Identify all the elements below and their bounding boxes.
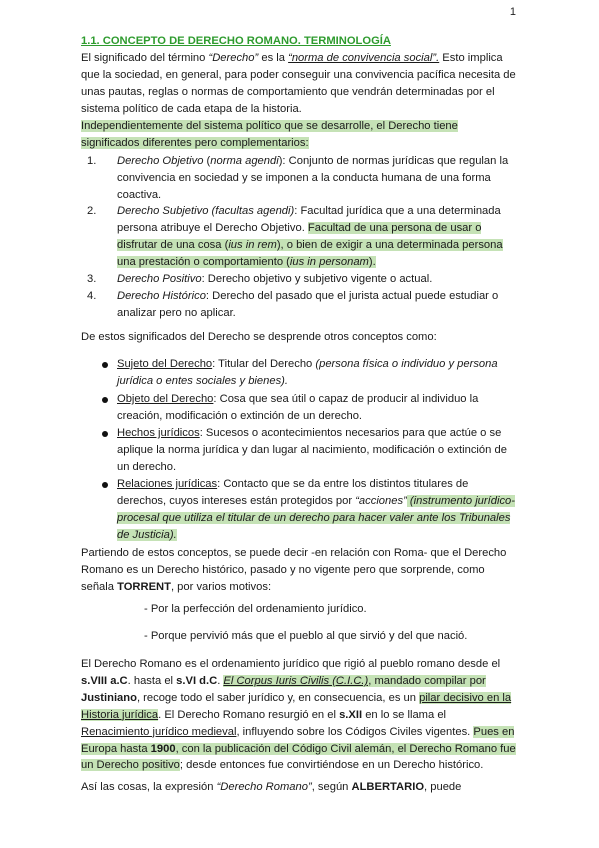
- concept-term: Hechos jurídicos: [117, 427, 200, 439]
- concept-text: : Titular del Derecho: [212, 358, 316, 370]
- list-item: [81, 153, 517, 203]
- concept-term: Relaciones jurídicas: [117, 478, 218, 490]
- corpus-highlight: El Corpus Iuris Civilis (C.I.C.): [223, 674, 369, 687]
- closing-text: Así las cosas, la expresión: [81, 781, 217, 793]
- item-latin: norma agendi: [210, 155, 279, 167]
- intro-paragraph: [81, 50, 517, 151]
- motive-2: - Porque pervivió más que el pueblo al que sirvió y del que nació.: [144, 630, 468, 642]
- history-text: , recoge todo el saber jurídico y, en consecuencia, es un: [136, 691, 420, 704]
- history-highlight: , mandado compilar por: [368, 674, 486, 687]
- item-latin: ius in rem: [228, 238, 277, 251]
- item-highlight: Facultad de una persona de usar o disfrutar de una cosa (: [117, 221, 482, 251]
- history-text: ; desde entonces fue convirtiéndose en un Derecho histórico.: [179, 759, 484, 772]
- history-text: . El Derecho Romano resurgió en el: [158, 708, 340, 721]
- concept-note: (persona física o individuo y persona jurídica o entes sociales y bienes).: [117, 358, 498, 387]
- motive-1: - Por la perfección del ordenamiento jurídico.: [144, 603, 367, 615]
- list-item: [81, 391, 517, 425]
- intro-text: es la: [258, 52, 289, 64]
- torrent-text: , por varios motivos:: [170, 580, 272, 593]
- closing-paragraph: [81, 779, 517, 796]
- list-item: [81, 203, 517, 271]
- item-number: 1.: [87, 155, 97, 167]
- intro-text: El significado del término: [81, 52, 209, 64]
- page-number: 1: [509, 6, 516, 18]
- history-text: , influyendo sobre los Códigos Civiles vigentes.: [236, 725, 474, 738]
- history-text: en lo se llama el: [362, 708, 447, 721]
- intro-text: Esto implica que la sociedad, en general, para poder conseguir una convivencia pacífica necesita de unas pautas, reglas o normas de comportamiento que vendrán determinadas por el sistema político de cada etapa de la historia.: [81, 52, 516, 115]
- list-item: [81, 425, 517, 476]
- item-highlight: ).: [368, 255, 376, 268]
- concept-text: : Cosa que sea útil o capaz de producir al individuo la creación, modificación o extinción de un derecho.: [117, 393, 479, 422]
- item-highlight: ), o bien de exigir a una determinada persona una prestación o comportamiento (: [117, 238, 503, 268]
- bullet-icon: [102, 482, 108, 488]
- history-highlight: Pues en Europa hasta: [81, 725, 515, 755]
- closing-term: “Derecho Romano”: [216, 781, 312, 793]
- list-item: [81, 476, 517, 544]
- intro-term: “Derecho”: [208, 52, 259, 64]
- item-latin: ius in personam: [289, 255, 369, 268]
- history-text: El Derecho Romano es el ordenamiento jurídico que rigió al pueblo romano desde el: [81, 658, 501, 670]
- meanings-list: [81, 153, 517, 322]
- bullet-icon: [102, 397, 108, 403]
- heading-text: 1.1. CONCEPTO DE DERECHO ROMANO. TERMINOLOGÍA: [81, 35, 391, 47]
- list-item: [81, 288, 517, 322]
- item-term: Derecho Subjetivo (facultas agendi): [117, 205, 295, 217]
- history-paragraph: [81, 656, 517, 774]
- closing-text: , puede: [424, 781, 462, 793]
- date-text: s.XII: [339, 708, 363, 721]
- item-number: 3.: [87, 273, 97, 285]
- year-text: 1900: [150, 742, 176, 755]
- item-term: Derecho Positivo: [117, 273, 202, 285]
- intro-highlight: Independientemente del sistema político que se desarrolle, el Derecho tiene significados diferentes pero complementarios:: [81, 119, 458, 149]
- list-item: [81, 271, 517, 288]
- item-text: (: [203, 155, 211, 167]
- torrent-paragraph: [81, 545, 517, 596]
- concept-term: Objeto del Derecho: [117, 393, 214, 405]
- renaissance-term: Renacimiento jurídico medieval: [81, 725, 237, 738]
- author-name: TORRENT: [117, 580, 171, 593]
- item-number: 2.: [87, 205, 97, 217]
- concepts-list: [81, 356, 517, 544]
- item-text: : Derecho del pasado que el jurista actual puede estudiar o analizar pero no aplicar.: [117, 290, 499, 319]
- pillar-highlight: pilar decisivo en la Historia jurídica: [81, 691, 512, 721]
- bullet-icon: [102, 431, 108, 437]
- emperor-name: Justiniano: [81, 691, 137, 704]
- item-text: : Derecho objetivo y subjetivo vigente o actual.: [201, 273, 433, 285]
- history-text: . hasta el: [127, 674, 177, 687]
- item-term: Derecho Objetivo: [117, 155, 204, 167]
- concept-term-quoted: “acciones”: [355, 494, 407, 507]
- section-heading: [81, 33, 517, 50]
- concept-highlight: (instrumento jurídico-procesal que utiliza el titular de un derecho para hacer valer ante los Tribunales de Justicia).: [117, 494, 515, 541]
- bullet-icon: [102, 362, 108, 368]
- history-text: .: [217, 674, 224, 687]
- list-item: [81, 356, 517, 391]
- history-highlight: , con la publicación del Código Civil alemán, el Derecho Romano fue un Derecho positivo: [81, 742, 516, 772]
- item-text: : Facultad jurídica que a una determinada persona atribuye el Derecho Objetivo.: [117, 205, 501, 234]
- concept-text: : Contacto que se da entre los distintos titulares de derechos, cuyos intereses están protegidos por: [117, 478, 469, 507]
- item-text: ): Conjunto de normas jurídicas que regulan la convivencia en sociedad y se imponen a la conducta humana de una forma coactiva.: [117, 155, 509, 201]
- concept-text: : Sucesos o acontecimientos necesarios para que actúe o se aplique la norma jurídica y dan lugar al nacimiento, modificación o extinción de un derecho.: [117, 427, 507, 473]
- concepts-intro: De estos significados del Derecho se desprende otros conceptos como:: [81, 331, 437, 343]
- item-number: 4.: [87, 290, 97, 302]
- torrent-text: Partiendo de estos conceptos, se puede decir -en relación con Roma- que el Derecho Romano es un Derecho histórico, pasado y no vigente pero que sorprende, como señala: [81, 547, 507, 593]
- author-name: ALBERTARIO: [351, 781, 425, 793]
- date-text: s.VIII a.C: [81, 674, 128, 687]
- closing-text: , según: [311, 781, 352, 793]
- item-term: Derecho Histórico: [117, 290, 206, 302]
- intro-definition: “norma de convivencia social”.: [288, 52, 440, 64]
- concept-term: Sujeto del Derecho: [117, 358, 213, 370]
- date-text: s.VI d.C: [176, 674, 218, 687]
